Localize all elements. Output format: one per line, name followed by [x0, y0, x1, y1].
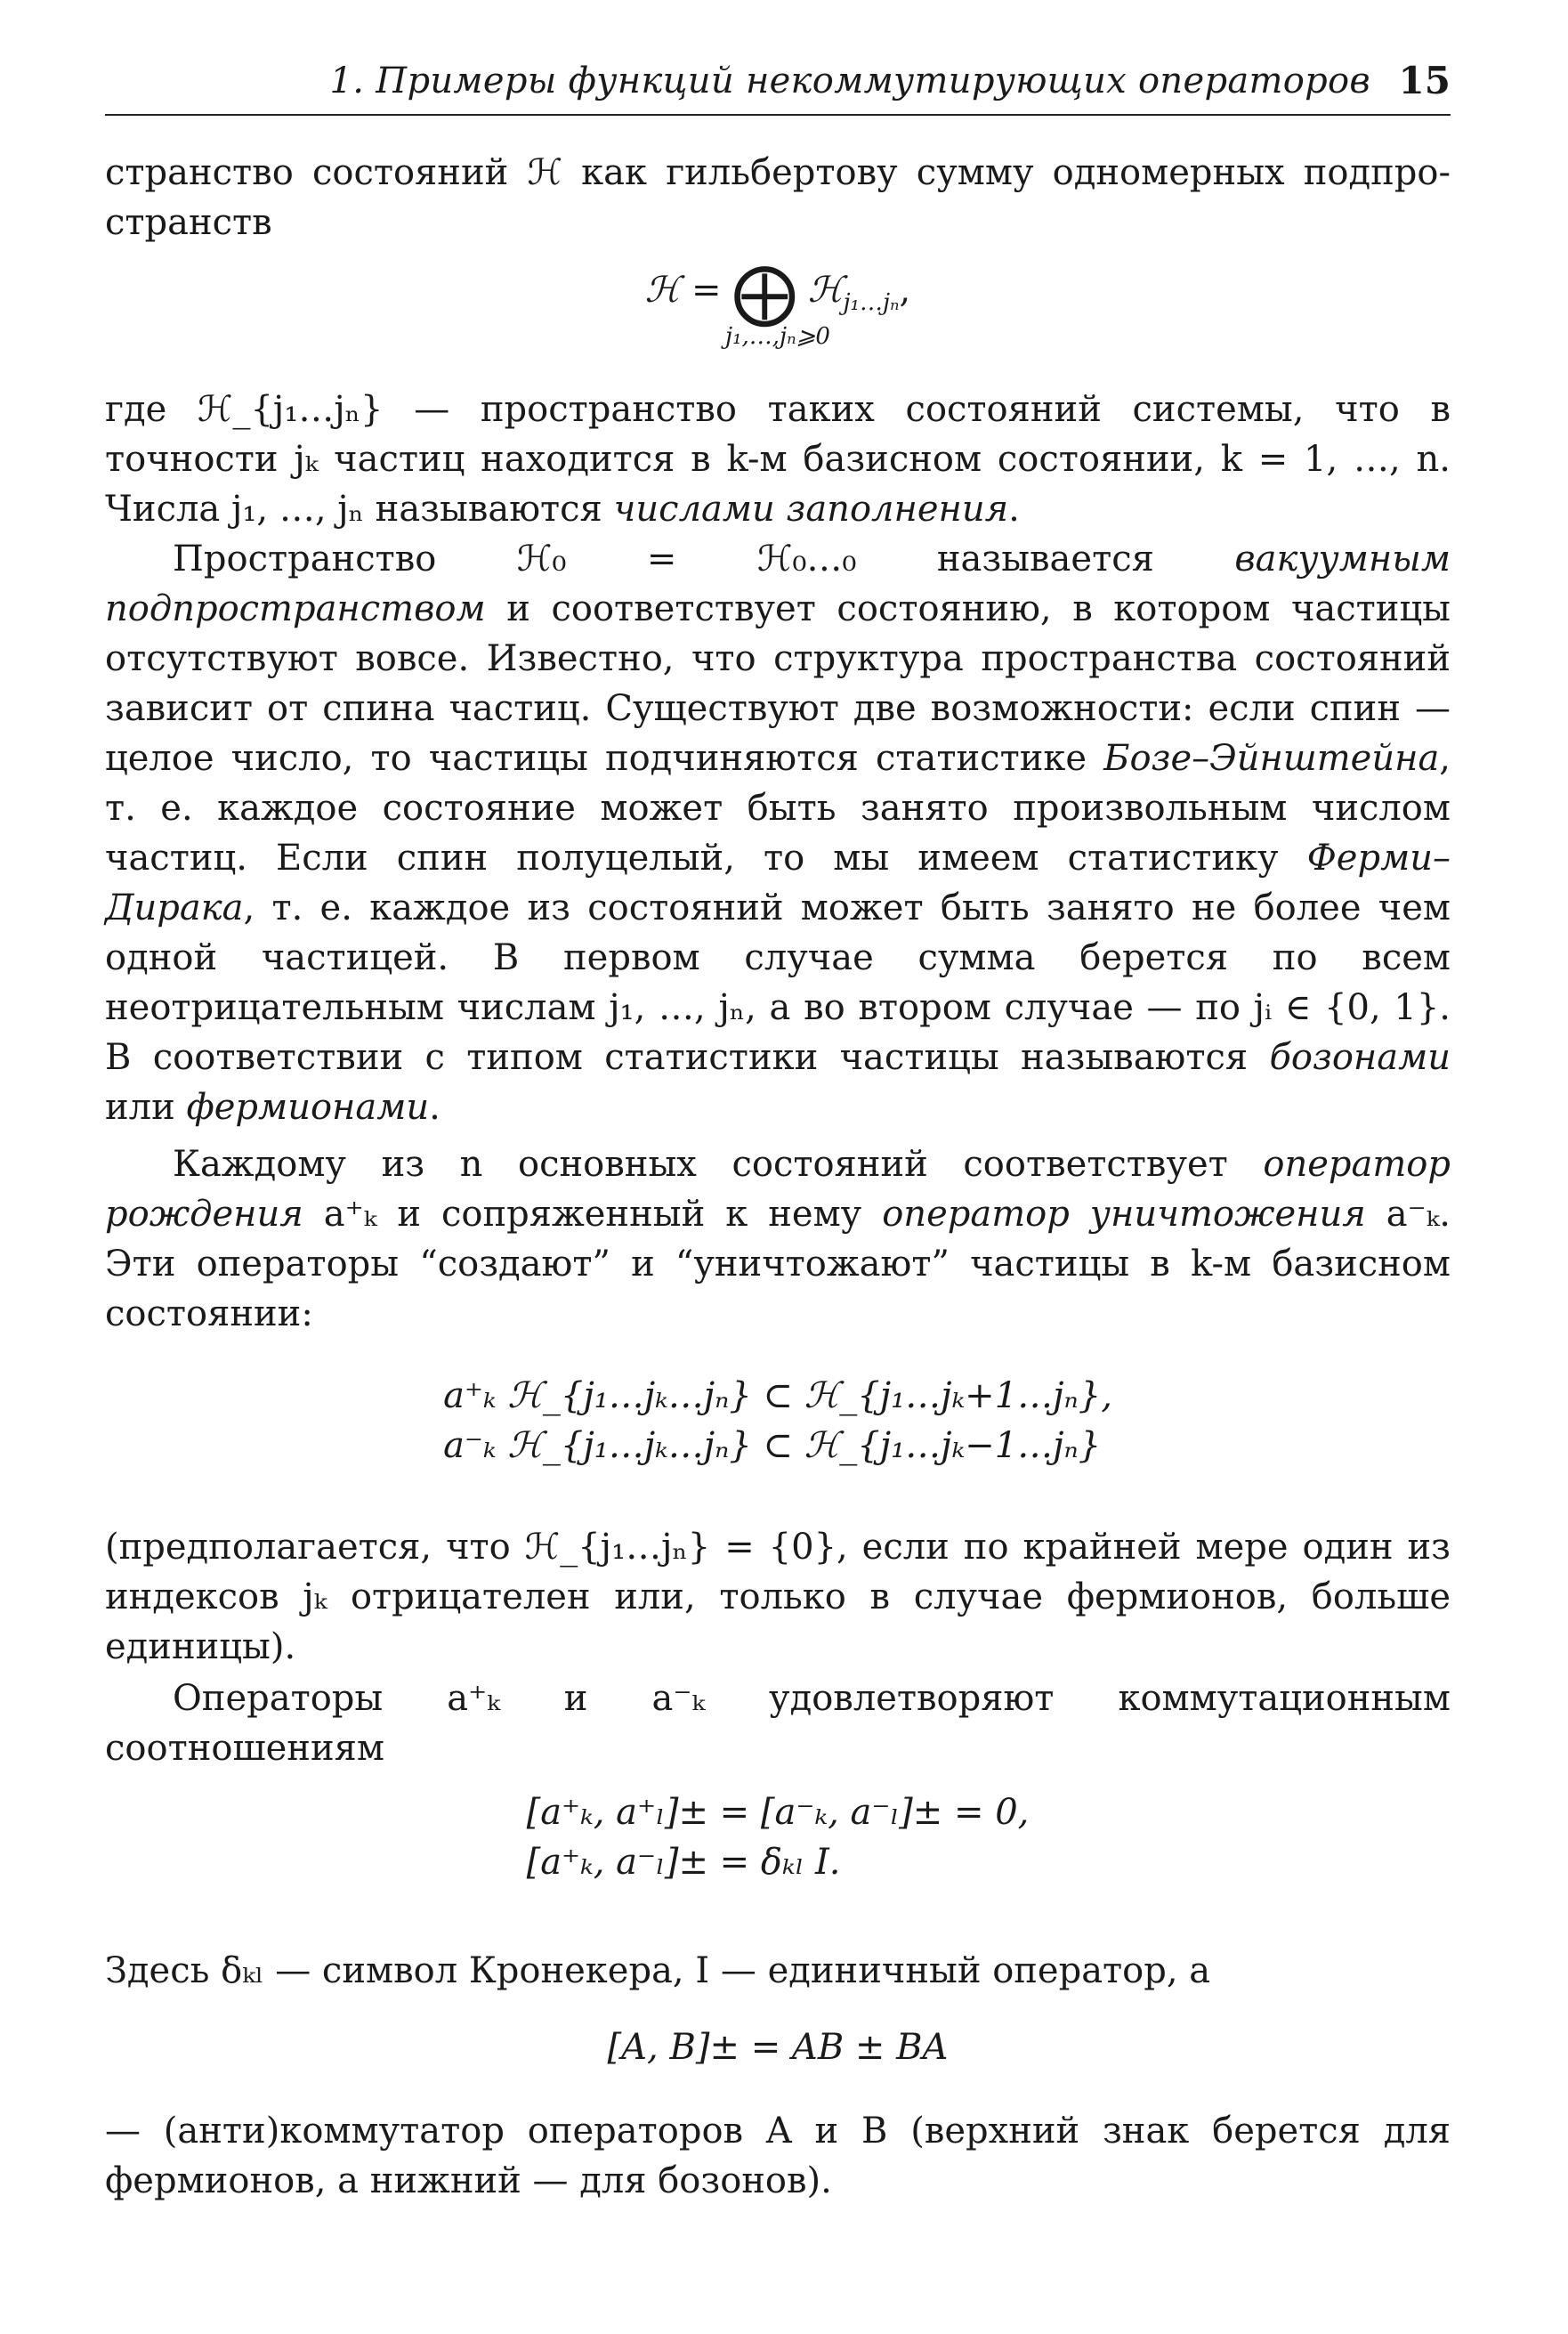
paragraph-2-end: . — [1008, 489, 1020, 530]
paragraph-4-text — [105, 1139, 1451, 1339]
term-creation-operator: оператор рождения — [105, 1144, 1451, 1235]
term-occupation-numbers: числами заполнения — [613, 489, 1009, 530]
formula-creation-annihilation — [105, 1371, 1451, 1471]
running-head — [105, 59, 1451, 116]
term-annihilation-operator: оператор уничтожения — [882, 1194, 1366, 1235]
paragraph-7-text: Здесь δₖₗ — символ Кронекера, I — единичный оператор, а — [105, 1950, 1211, 1991]
paragraph-4-part-b: a⁺ₖ и сопряженный к нему — [323, 1194, 862, 1235]
paragraph-3-part-f: . — [429, 1087, 440, 1128]
paragraph-1 — [105, 148, 1451, 247]
paragraph-3-part-a: Пространство ℋ₀ = ℋ₀…₀ называется — [173, 539, 1154, 579]
paragraph-5 — [105, 1522, 1451, 1672]
term-bose-einstein: Бозе–Эйнштейна — [1103, 738, 1440, 779]
term-fermi-dirac: Ферми–Дирака — [105, 838, 1451, 928]
paragraph-6 — [105, 1674, 1451, 1773]
paragraph-3-part-b: и соответствует состоянию, в котором частицы отсутствуют вовсе. Известно, что структура пространства состояний зависит от спина частиц. Существуют две возможности: если спин — целое число, то частицы подчиняются статистике — [105, 588, 1451, 779]
formula-1-term-subscript: j₁…jₙ — [843, 289, 900, 316]
direct-sum-symbol: ⨁ — [732, 255, 797, 329]
paragraph-8-text: — (анти)коммутатор операторов A и B (верхний знак берется для фермионов, а нижний — для бозонов). — [105, 2111, 1451, 2201]
paragraph-4 — [105, 1139, 1451, 1339]
paragraph-7 — [105, 1946, 1451, 1996]
formula-1-term: ℋ — [807, 270, 844, 311]
paragraph-3-part-c: , т. е. каждое состояние может быть занято произвольным числом частиц. Если спин полуцелый, то мы имеем статистику — [105, 738, 1451, 879]
paragraph-8 — [105, 2106, 1451, 2206]
section-title: 1. Примеры функций некоммутирующих операторов — [329, 61, 1370, 101]
page-number: 15 — [1398, 59, 1451, 102]
paragraph-6-text: Операторы a⁺ₖ и a⁻ₖ удовлетворяют коммутационным соотношениям — [105, 1678, 1451, 1769]
paragraph-2 — [105, 385, 1451, 534]
formula-3-line-2: [a⁺ₖ, a⁻ₗ]± = δₖₗ I. — [526, 1842, 841, 1883]
paragraph-4-part-a: Каждому из n основных состояний соответствует — [173, 1144, 1228, 1185]
formula-1-lhs: ℋ = — [644, 270, 722, 311]
paragraph-3-part-d: , т. е. каждое из состояний может быть занято не более чем одной частицей. В первом случае сумма берется по всем неотрицательным числам j₁, …, jₙ, а во втором случае — по jᵢ ∈ {0, 1}. В соответствии с типом статистики частицы называются — [105, 887, 1451, 1078]
formula-anticommutator: [A, B]± = AB ± BA — [607, 2027, 949, 2068]
paragraph-3 — [105, 534, 1451, 1132]
paragraph-3-text — [105, 534, 1451, 1132]
paragraph-2-text — [105, 385, 1451, 534]
formula-direct-sum — [105, 255, 1451, 357]
term-bosons: бозонами — [1269, 1037, 1451, 1078]
paragraph-5-text: (предполагается, что ℋ_{j₁…jₙ} = {0}, если по крайней мере один из индексов jₖ отрицателен или, только в случае фермионов, больше единицы). — [105, 1527, 1451, 1667]
term-vacuum-subspace: вакуумным подпространством — [105, 539, 1451, 629]
formula-1-sum-range: j₁,…,jₙ⩾0 — [725, 323, 830, 350]
formula-1-tail: , — [899, 270, 911, 311]
formula-commutation-relations — [105, 1787, 1451, 1887]
paragraph-1-line-1: странство состояний ℋ как гильбертову сумму одномерных подпро- — [105, 152, 1451, 193]
term-fermions: фермионами — [186, 1087, 430, 1128]
paragraph-1-line-2: странств — [105, 202, 272, 243]
paragraph-2-body: где ℋ_{j₁…jₙ} — пространство таких состояний системы, что в точности jₖ частиц находится в k-м базисном состоянии, k = 1, …, n. Числа j₁, …, jₙ называются — [105, 389, 1451, 530]
paragraph-3-part-e: или — [105, 1087, 175, 1128]
paragraph-4-part-c: a⁻ₖ. Эти операторы “создают” и “уничтожают” частицы в k-м базисном состоянии: — [105, 1194, 1451, 1334]
formula-3-line-1: [a⁺ₖ, a⁺ₗ]± = [a⁻ₖ, a⁻ₗ]± = 0, — [526, 1792, 1030, 1833]
formula-2-line-1: a⁺ₖ ℋ_{j₁…jₖ…jₙ} ⊂ ℋ_{j₁…jₖ+1…jₙ}, — [443, 1375, 1112, 1416]
formula-2-line-2: a⁻ₖ ℋ_{j₁…jₖ…jₙ} ⊂ ℋ_{j₁…jₖ−1…jₙ} — [443, 1425, 1102, 1466]
